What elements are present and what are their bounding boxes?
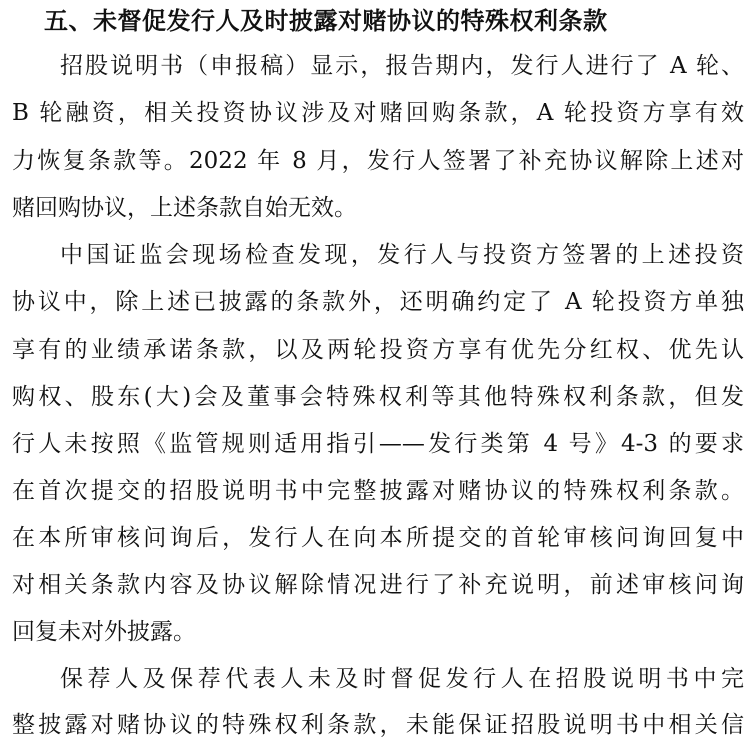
paragraph-3-line-1: 保荐人及保荐代表人未及时督促发行人在招股说明书中完 — [60, 666, 744, 692]
section-heading: 五、未督促发行人及时披露对赌协议的特殊权利条款 — [44, 7, 608, 35]
paragraph-1-line-4: 赌回购协议，上述条款自始无效。 — [12, 195, 357, 221]
paragraph-2-line-7: 在本所审核问询后，发行人在向本所提交的首轮审核问询回复中 — [12, 525, 744, 551]
paragraph-2-line-8: 对相关条款内容及协议解除情况进行了补充说明，前述审核问询 — [12, 572, 744, 598]
paragraph-2-line-5: 行人未按照《监管规则适用指引——发行类第 4 号》4-3 的要求 — [12, 431, 744, 457]
paragraph-2-line-6: 在首次提交的招股说明书中完整披露对赌协议的特殊权利条款。 — [12, 478, 744, 504]
paragraph-1-line-1: 招股说明书（申报稿）显示，报告期内，发行人进行了 A 轮、 — [60, 53, 744, 79]
paragraph-2-line-2: 协议中，除上述已披露的条款外，还明确约定了 A 轮投资方单独 — [12, 289, 744, 315]
paragraph-2-line-9: 回复未对外披露。 — [12, 619, 196, 645]
paragraph-2-line-4: 购权、股东(大)会及董事会特殊权利等其他特殊权利条款，但发 — [12, 384, 744, 410]
paragraph-2-line-3: 享有的业绩承诺条款，以及两轮投资方享有优先分红权、优先认 — [12, 337, 744, 363]
paragraph-1-line-2: B 轮融资，相关投资协议涉及对赌回购条款，A 轮投资方享有效 — [12, 100, 744, 126]
paragraph-1-line-3: 力恢复条款等。2022 年 8 月，发行人签署了补充协议解除上述对 — [12, 148, 744, 174]
paragraph-2-line-1: 中国证监会现场检查发现，发行人与投资方签署的上述投资 — [60, 242, 744, 268]
paragraph-3-line-2: 整披露对赌协议的特殊权利条款，未能保证招股说明书中相关信 — [12, 712, 744, 738]
